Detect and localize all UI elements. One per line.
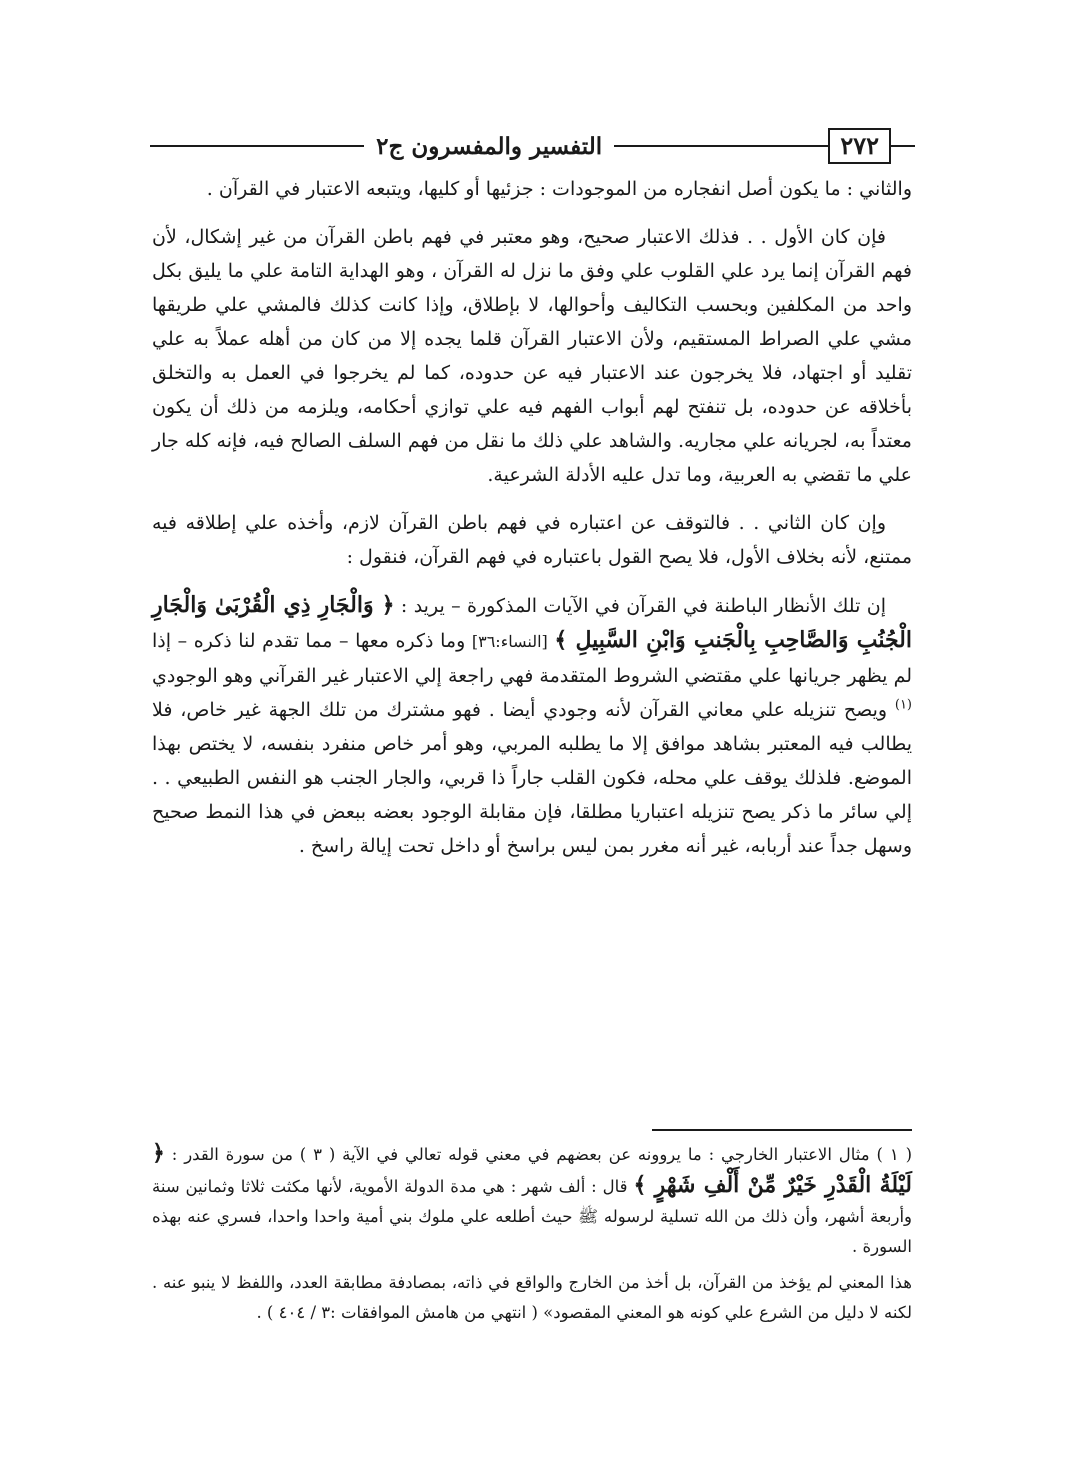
- header-rule-middle: [614, 145, 828, 147]
- main-text: [152, 172, 912, 877]
- paragraph-3: وإن كان الثاني . . فالتوقف عن اعتباره في فهم باطن القرآن لازم، وأخذه علي إطلاقه فيه ممتنع، لأنه بخلاف الأول، فلا يصح القول باعتباره في فهم القرآن، فنقول :: [152, 512, 912, 568]
- footnote-marker: (١): [894, 697, 912, 713]
- paragraph-1: والثاني : ما يكون أصل انفجاره من الموجودات : جزئيها أو كليها، ويتبعه الاعتبار في القرآن .: [206, 178, 912, 200]
- header-rule-right: [891, 145, 915, 147]
- running-title: التفسير والمفسرون ج٢: [376, 132, 603, 160]
- paragraph-4-text-c: ويصح تنزيله علي معاني القرآن لأنه وجودي أيضا . فهو مشترك من تلك الجهة غير خاص، فلا يطالب فيه المعتبر بشاهد موافق إلا ما يطلبه المربي، وهو أمر خاص منفرد بنفسه، لا يختص بهذا الموضع. فلذلك يوقف علي محله، فكون القلب جاراً ذا قربي، والجار الجنب هو النفس الطبيعي . . إلي سائر ما ذكر يصح تنزيله اعتباريا مطلقا، فإن مقابلة الوجود بعضه ببعض في هذا النمط صحيح وسهل جداً عند أربابه، غير أنه مغرر بمن ليس براسخ أو داخل تحت إيالة راسخ .: [152, 699, 912, 857]
- paragraph-2: فإن كان الأول . . فذلك الاعتبار صحيح، وهو معتبر في فهم باطن القرآن من غير إشكال، لأن فهم القرآن إنما يرد علي القلوب علي وفق ما نزل له القرآن ، وهو الهداية التامة علي ما يليق بكل واحد من المكلفين وبحسب التكاليف وأحوالها، لا بإطلاق، وإذا كانت كذلك فالمشي علي طريقها مشي علي الصراط المستقيم، ولأن الاعتبار القرآن قلما يجده إلا من كان من أهله عملاً به علي تقليد أو اجتهاد، فلا يخرجون عند الاعتبار فيه عن حدوده، كما لم يخرجوا في العمل به والتخلق بأخلاقه عن حدوده، بل تنفتح لهم أبواب الفهم فيه علي توازي أحكامه، ويلزمه من ذلك أن يكون معتداً به، لجريانه علي مجاريه. والشاهد علي ذلك ما نقل من فهم السلف الصالح فيه، فإنه كله جار علي ما تقضي به العربية، وما تدل عليه الأدلة الشرعية.: [152, 226, 912, 486]
- footnote-separator: [652, 1129, 912, 1131]
- footnote-1: [152, 1138, 912, 1262]
- footnote-1-text-b: قال : ألف شهر : هي مدة الدولة الأموية، لأنها مكثت ثلاثا وثمانين سنة وأربعة أشهر، وأن ذلك من الله تسلية لرسوله ﷺ حيث أطلعه علي ملوك بني أمية واحدا واحدا، فسري عنه بهذه السورة .: [152, 1177, 912, 1256]
- header-rule-left: [150, 145, 364, 147]
- page-number: ٢٧٢: [828, 128, 891, 164]
- footnotes: [152, 1138, 912, 1334]
- verse-reference: [النساء:٣٦]: [471, 632, 548, 651]
- page-header: [150, 126, 915, 166]
- paragraph-4: [152, 588, 912, 863]
- quran-verse: ﴿ وَالْجَارِ ذِي الْقُرْبَىٰ وَالْجَارِ الْجُنُبِ وَالصَّاحِبِ بِالْجَنبِ وَابْنِ السَّبِيلِ ﴾: [152, 592, 912, 653]
- footnote-verse: ﴿ لَيْلَةُ الْقَدْرِ خَيْرٌ مِّنْ أَلْفِ شَهْرٍ ﴾: [152, 1140, 912, 1198]
- footnote-2: هذا المعني لم يؤخذ من القرآن، بل أخذ من الخارج والواقع في ذاته، بمصادفة مطابقة العدد، واللفظ لا ينبو عنه . لكنه لا دليل من الشرع علي كونه هو المعني المقصود» ( انتهي من هامش الموافقات :٣ / ٤٠٤ ) .: [152, 1273, 912, 1322]
- footnote-1-text-a: ( ١ ) مثال الاعتبار الخارجي : ما يروونه عن بعضهم في معني قوله تعالي في الآية ( ٣ ) من سورة القدر :: [171, 1145, 913, 1164]
- paragraph-4-text-b: وما ذكره معها – مما تقدم لنا ذكره – إذا لم يظهر جريانها علي مقتضي الشروط المتقدمة فهي راجعة إلي الاعتبار غير القرآني وهو الوجودي: [152, 630, 912, 687]
- paragraph-4-text-a: إن تلك الأنظار الباطنة في القرآن في الآيات المذكورة – يريد :: [400, 595, 886, 617]
